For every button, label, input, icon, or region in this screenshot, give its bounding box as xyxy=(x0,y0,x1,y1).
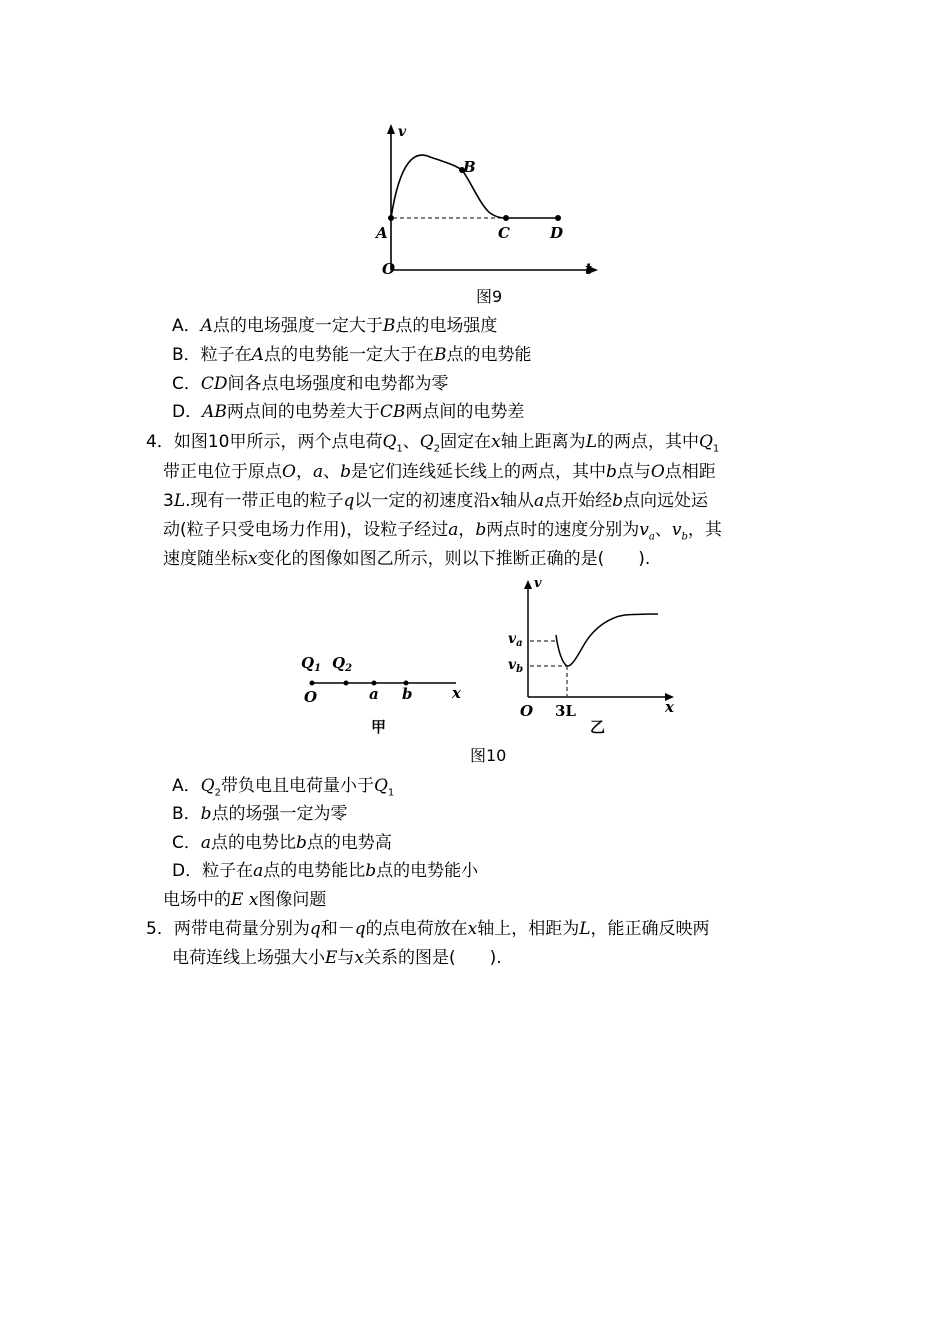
var: Q xyxy=(200,776,215,796)
figure-9 xyxy=(370,120,610,285)
option-text: 点的电势能 xyxy=(446,345,532,365)
var: B xyxy=(382,316,396,336)
a-label: a xyxy=(369,685,379,703)
point-d-dot xyxy=(555,215,561,221)
option-prefix: A． xyxy=(172,776,201,796)
point-c-label: C xyxy=(498,224,510,242)
text: 两点时的速度分别为 xyxy=(486,520,640,540)
v-axis-arrow xyxy=(387,124,395,134)
option-text: 点的场强一定为零 xyxy=(211,804,348,824)
var: a xyxy=(312,462,324,482)
point-b-label: B xyxy=(463,158,476,176)
charge-q2-dot xyxy=(344,681,349,686)
text: 如图10甲所示，两个点电荷 xyxy=(173,432,383,452)
text: 、 xyxy=(402,432,420,452)
option-text: 两点间的电势差 xyxy=(405,402,525,422)
q4-line-4 xyxy=(163,520,722,547)
sub: b xyxy=(681,531,688,543)
var: B xyxy=(433,345,447,365)
tick-3l-label: 3L xyxy=(555,702,576,720)
text: 与 xyxy=(337,948,355,968)
option-text: 点的电势能一定大于在 xyxy=(263,345,434,365)
text: 轴从 xyxy=(500,491,535,511)
var: O xyxy=(282,462,296,482)
text: 两带电荷量分别为 xyxy=(173,919,310,939)
jia-label: 甲 xyxy=(371,718,387,736)
text: 的两点，其中 xyxy=(596,432,699,452)
option-text: 点的电势比 xyxy=(211,833,297,853)
option-prefix: D． xyxy=(172,402,203,422)
var: v xyxy=(639,520,649,540)
sub: 1 xyxy=(396,443,403,455)
text: 固定在 xyxy=(440,432,492,452)
var: b xyxy=(475,520,487,540)
figure-10-yi xyxy=(500,575,685,740)
var: x xyxy=(354,948,365,968)
sub: 2 xyxy=(433,443,441,455)
var: CD xyxy=(200,374,228,394)
var: a xyxy=(534,491,545,511)
var: Q xyxy=(373,776,388,796)
option-text: 点的电场强度 xyxy=(395,316,498,336)
text: ，能正确反映两 xyxy=(590,919,710,939)
var: a xyxy=(253,861,264,881)
var: x xyxy=(491,432,501,452)
sub: 1 xyxy=(712,443,720,455)
var: E xyxy=(231,890,244,910)
q5-line-1 xyxy=(146,919,710,939)
origin-label: O xyxy=(304,688,318,706)
var: b xyxy=(605,462,617,482)
var: b xyxy=(365,861,377,881)
charge-q1-dot xyxy=(310,681,315,686)
figure-10-jia xyxy=(296,650,476,740)
text: 以一定的初速度沿 xyxy=(354,491,491,511)
text: 的点电荷放在 xyxy=(365,919,468,939)
v-axis-label: v xyxy=(398,124,407,140)
option-text: 粒子在 xyxy=(202,861,254,881)
section-heading xyxy=(163,890,326,910)
va-label: $v_a$ xyxy=(508,631,523,649)
var: AB xyxy=(202,402,227,422)
option-prefix: A． xyxy=(172,316,201,336)
figure-9-caption: 图9 xyxy=(476,287,503,306)
text: 动(粒子只受电场力作用)，设粒子经过 xyxy=(163,520,449,540)
v-axis-arrow xyxy=(524,580,532,589)
origin-label: O xyxy=(382,260,396,278)
point-a-label: A xyxy=(376,224,388,242)
var: a xyxy=(448,520,459,540)
var: A xyxy=(251,345,264,365)
sub: a xyxy=(648,531,655,543)
option-prefix: C． xyxy=(172,374,201,394)
var: q xyxy=(309,919,321,939)
text: 点与 xyxy=(616,462,651,482)
text: 点开始经 xyxy=(544,491,613,511)
text: 电荷连线上场强大小 xyxy=(172,948,325,968)
text: 和－ xyxy=(320,919,355,939)
q4-line-1 xyxy=(146,432,719,459)
var: L xyxy=(585,432,597,452)
q4-option-d xyxy=(172,861,478,881)
option-prefix: B． xyxy=(172,804,201,824)
sub: 1 xyxy=(387,787,395,799)
option-text: 带负电且电荷量小于 xyxy=(220,776,374,796)
text: 轴上，相距为 xyxy=(477,919,580,939)
var: q xyxy=(354,919,366,939)
text: .现有一带正电的粒子 xyxy=(185,491,344,511)
text: 轴上距离为 xyxy=(500,432,586,452)
text: ， xyxy=(458,520,476,540)
option-prefix: D． xyxy=(172,861,203,881)
v-axis-label: v xyxy=(534,576,542,591)
var: v xyxy=(671,520,682,540)
point-c-dot xyxy=(503,215,509,221)
text: 点向远处运 xyxy=(623,491,709,511)
q1-label: $Q_1$ xyxy=(301,654,322,674)
q5-line-2 xyxy=(172,948,502,968)
option-text: 粒子在 xyxy=(200,345,252,365)
q2-label: $Q_2$ xyxy=(332,654,353,674)
var: L xyxy=(173,491,186,511)
var: x xyxy=(248,890,259,910)
text: 是它们连线延长线上的两点，其中 xyxy=(350,462,606,482)
text: 关系的图是( ). xyxy=(364,948,502,968)
var: a xyxy=(200,833,212,853)
var: E xyxy=(325,948,338,968)
origin-label: O xyxy=(520,702,534,720)
q3-option-c xyxy=(172,374,449,394)
vb-label: $v_b$ xyxy=(508,657,524,675)
q3-option-d xyxy=(172,402,524,422)
text: 电场中的 xyxy=(163,890,231,910)
var: CB xyxy=(379,402,406,422)
q3-option-a xyxy=(172,316,497,336)
var: Q xyxy=(382,432,397,452)
option-text: 点的电势能比 xyxy=(263,861,366,881)
var: b xyxy=(340,462,351,482)
question-number: 5． xyxy=(146,919,174,939)
q4-option-c xyxy=(172,833,392,853)
sub: 2 xyxy=(214,787,221,799)
option-text: 间各点电场强度和电势都为零 xyxy=(227,374,449,394)
b-label: b xyxy=(402,685,413,703)
var: q xyxy=(343,491,355,511)
text: ，其 xyxy=(687,520,722,540)
text: 变化的图像如图乙所示，则以下推断正确的是( ). xyxy=(257,549,651,569)
text: ， xyxy=(295,462,313,482)
option-text: 点的电势高 xyxy=(306,833,392,853)
text: 点相距 xyxy=(664,462,716,482)
text: 3 xyxy=(163,491,174,511)
text: 、 xyxy=(323,462,341,482)
figure-10-caption: 图10 xyxy=(470,746,507,765)
q4-line-2 xyxy=(163,462,716,482)
yi-label: 乙 xyxy=(590,718,606,736)
var: Q xyxy=(419,432,434,452)
var: x xyxy=(467,919,478,939)
var: O xyxy=(650,462,665,482)
velocity-curve xyxy=(556,614,658,666)
x-label: x xyxy=(452,684,461,702)
x-label: x xyxy=(665,698,674,716)
text: 、 xyxy=(654,520,672,540)
text: 速度随坐标 xyxy=(163,549,248,569)
var: L xyxy=(579,919,591,939)
question-number: 4． xyxy=(146,432,174,452)
q4-option-a xyxy=(172,776,394,803)
text: 图像问题 xyxy=(258,890,327,910)
option-prefix: B． xyxy=(172,345,201,365)
q4-line-3 xyxy=(163,491,708,511)
var: A xyxy=(200,316,213,336)
var: b xyxy=(296,833,307,853)
option-text: 点的电势能小 xyxy=(376,861,479,881)
option-text: 两点间的电势差大于 xyxy=(226,402,380,422)
text: 带正电位于原点 xyxy=(163,462,282,482)
q4-option-b xyxy=(172,804,348,824)
var: x xyxy=(248,549,258,569)
var: Q xyxy=(698,432,713,452)
var: x xyxy=(490,491,501,511)
q3-option-b xyxy=(172,345,531,365)
option-text: 点的电场强度一定大于 xyxy=(212,316,383,336)
t-axis-label: t xyxy=(585,260,592,278)
option-prefix: C． xyxy=(172,833,201,853)
var: b xyxy=(200,804,212,824)
var: b xyxy=(612,491,624,511)
point-d-label: D xyxy=(550,224,564,242)
q4-line-5 xyxy=(163,549,650,569)
point-a-dot xyxy=(388,215,394,221)
